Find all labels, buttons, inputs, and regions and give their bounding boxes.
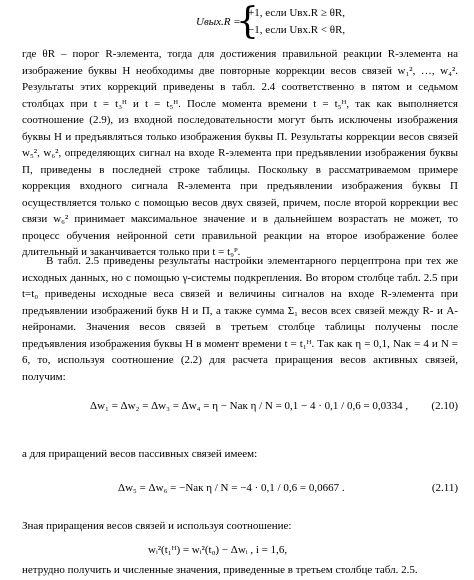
paragraph-4: Зная приращения весов связей и используя соотношение: [22,520,292,532]
paragraph-3: а для приращений весов пассивных связей имеем: [22,448,258,460]
paragraph-1: где θR – порог R-элемента, тогда для достижения правильной реакции R-элемента на изображение буквы Н необходимы две повторные коррекции весов связей w₁², …, w₄². Результаты этих коррекций приведены в табл. 2.4 соответственно в пятом и седьмом столбцах при t = t₃ᴴ и t = t₅ᴴ. После момента времени t = t₅ᴴ, так как выполняется соотношение (2.9), из входной последовательности могут быть исключены изображения буквы Н и предъявляться только изображения буквы П. Результаты коррекции весов связей w₅², w₆², определяющих сигнал на входе R-элемента при предъявлении изображения буквы П, приведены в последней строке таблицы. Поскольку в рассматриваемом примере коррекция входного сигнала R-элемента при предъявлении изображения буквы П осуществляется только с помощью весов двух связей, причем, после второй коррекции вес связи w₆² принимает максимальное значение и в дальнейшем возрастать не может, то процесс обучения нейронной сети правильной реакции на второе изображение более длительный и заканчивается только при t = t₉ᴾ. [22,48,458,258]
equation-2-11-number: (2.11) [431,482,458,494]
formula-case-1: +1, если Uвх.R ≥ θR, [248,7,345,19]
curly-brace: { [236,1,259,42]
equation-2-10-body: Δw₁ = Δw₂ = Δw₃ = Δw₄ = η − Nак η / N = 0,1 − 4 · 0,1 / 0,6 = 0,0334 , [90,400,409,412]
formula-case-2: −1, если Uвх.R < θR, [248,24,346,36]
equation-weights [0,544,474,562]
threshold-formula [0,1,474,42]
equation-2-10 [0,400,474,418]
formula-lhs: Uвых.R = [196,16,241,28]
equation-2-11 [0,482,474,500]
equation-weights-body: wᵢ²(t₁ᴴ) = wᵢ²(t₀) − Δwᵢ , i = 1,6, [148,544,288,556]
equation-2-10-number: (2.10) [431,400,458,412]
paragraph-5: нетрудно получить и численные значения, приведенные в третьем столбце табл. 2.5. [22,564,418,576]
equation-2-11-body: Δw₅ = Δw₆ = −Nак η / N = −4 · 0,1 / 0,6 = 0,0667 . [118,482,345,494]
paragraph-2: В табл. 2.5 приведены результаты настройки элементарного перцептрона при тех же исходных данных, но с помощью γ-системы подкрепления. Во втором столбце табл. 2.5 при t=t₀ приведены исходные веса связей и величины сигналов на входе R-элемента при предъявлении изображений букв Н и П, а также сумма Σ₁ весов всех связей между R- и A-нейронами. Значения весов связей в третьем столбце таблицы получены после предъявления изображения буквы Н в момент времени t = t₁ᴴ. Так как η = 0,1, Nак = 4 и N = 6, то, используя соотношение (2.2) для расчета приращения весов активных связей, получим: [22,255,458,383]
